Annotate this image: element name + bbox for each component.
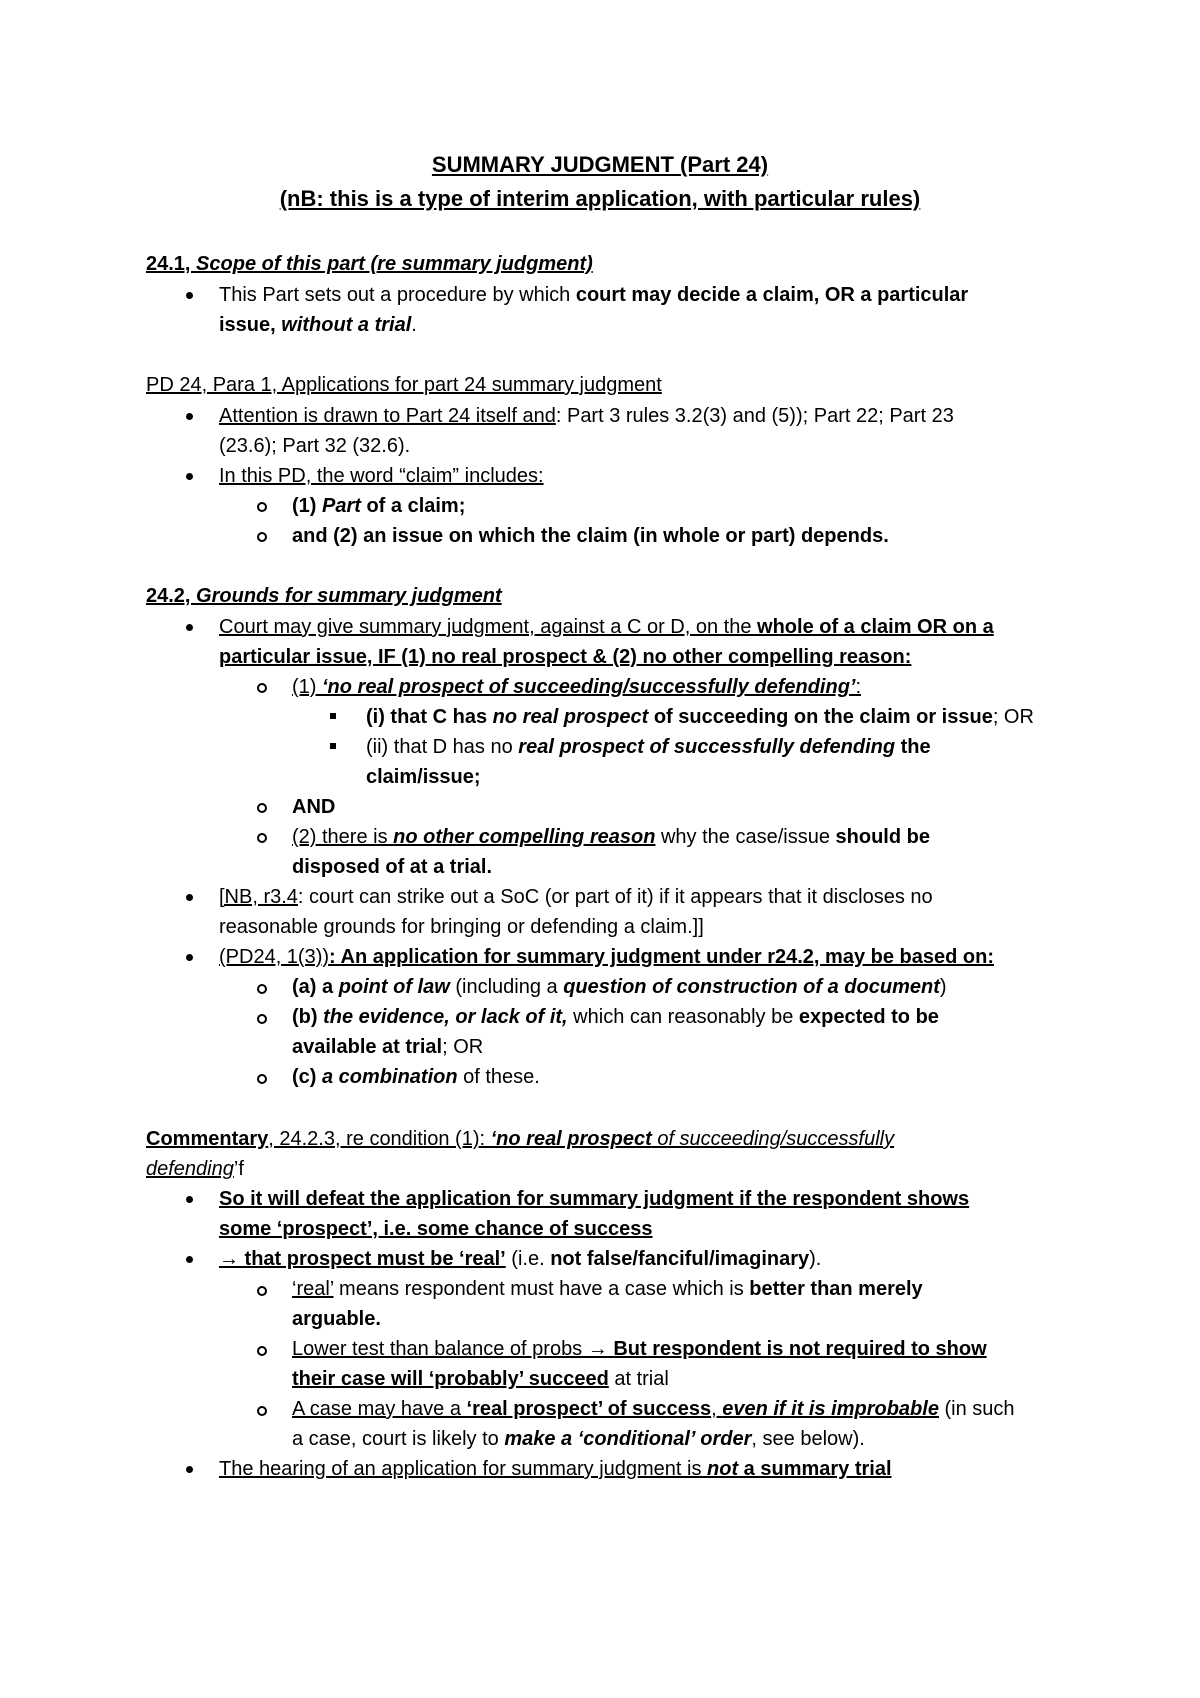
sub-item (292, 1277, 923, 1301)
section-title: Grounds for summary judgment (196, 585, 502, 607)
text: their case will ‘probably’ succeed (292, 1368, 609, 1390)
bullet-icon (186, 1466, 193, 1473)
text: a summary trial (738, 1458, 892, 1480)
section-heading-commentary-cont (146, 1157, 244, 1181)
text: : An application for summary judgment under r24.2, may be based on: (329, 946, 994, 968)
sub-item (292, 1397, 1015, 1421)
text: of these. (457, 1066, 540, 1088)
text: a case, court is likely to (292, 1428, 505, 1450)
text: . (411, 314, 417, 336)
text: Commentary (146, 1128, 269, 1150)
circle-bullet-icon (257, 683, 267, 693)
list-item-cont: particular issue, IF (1) no real prospect & (2) no other compelling reason: (219, 646, 912, 668)
circle-bullet-icon (257, 833, 267, 843)
bullet-icon (186, 954, 193, 961)
list-item (219, 945, 994, 969)
bullet-icon (186, 624, 193, 631)
text: no other compelling reason (393, 826, 656, 848)
text: (including a (449, 976, 564, 998)
text: issue, (219, 314, 282, 336)
sub-item: and (2) an issue on which the claim (in whole or part) depends. (292, 525, 889, 547)
circle-bullet-icon (257, 532, 267, 542)
circle-bullet-icon (257, 984, 267, 994)
text: ; OR (442, 1036, 484, 1058)
text: ‘real’ (292, 1278, 334, 1300)
text: the (895, 736, 931, 758)
text: (b) (292, 1006, 324, 1028)
sub-item (292, 1005, 939, 1029)
circle-bullet-icon (257, 803, 267, 813)
list-item-cont: reasonable grounds for bringing or defending a claim.]] (219, 916, 704, 938)
text: But respondent is not required to show (613, 1338, 987, 1360)
circle-bullet-icon (257, 502, 267, 512)
square-bullet-icon (330, 713, 336, 719)
sub-item-cont (292, 1427, 865, 1451)
text: [NB, r3.4 (219, 886, 298, 908)
text: make a ‘conditional’ order (504, 1428, 752, 1450)
circle-bullet-icon (257, 1014, 267, 1024)
text: , 24.2.3, re condition (1): (268, 1128, 491, 1150)
section-number: 24.2, (146, 585, 197, 607)
bullet-icon (186, 413, 193, 420)
text: a combination (322, 1066, 458, 1088)
text: (2) there is (292, 826, 394, 848)
sub-item-cont (292, 1367, 669, 1391)
text: of succeeding on the claim or issue (648, 706, 993, 728)
list-item: So it will defeat the application for summary judgment if the respondent shows (219, 1188, 970, 1210)
list-item (219, 1247, 821, 1271)
text: Part (322, 495, 361, 517)
text: ‘no real prospect (490, 1128, 652, 1150)
text: (c) (292, 1066, 322, 1088)
section-heading-24-1 (146, 252, 593, 276)
circle-bullet-icon (257, 1406, 267, 1416)
text: without a trial (281, 314, 412, 336)
text: should be (835, 826, 930, 848)
sub-sub-item (366, 735, 931, 759)
sub-item-cont: arguable. (292, 1308, 381, 1330)
text: The hearing of an application for summary judgment is (219, 1458, 708, 1480)
page-title: SUMMARY JUDGMENT (Part 24) (431, 152, 769, 177)
list-item (219, 283, 968, 307)
text: : (855, 676, 862, 698)
text: This Part sets out a procedure by which (219, 284, 576, 306)
text: question of construction of a document (563, 976, 940, 998)
text: (in such (938, 1398, 1015, 1420)
sub-item: AND (292, 796, 336, 818)
circle-bullet-icon (257, 1346, 267, 1356)
page-subtitle: (nB: this is a type of interim application, with particular rules) (279, 186, 921, 211)
square-bullet-icon (330, 743, 336, 749)
sub-sub-item (366, 705, 1034, 729)
list-item (219, 885, 933, 909)
bullet-icon (186, 894, 193, 901)
section-heading-commentary (146, 1127, 894, 1151)
text: court may decide a claim, OR a particular (575, 284, 969, 306)
section-heading-24-2 (146, 584, 502, 608)
text: (ii) that D has no (366, 736, 519, 758)
list-item (219, 404, 954, 428)
sub-item (292, 1065, 540, 1089)
bullet-icon (186, 292, 193, 299)
text: Attention is drawn to Part 24 itself and (219, 405, 556, 427)
text: : Part 3 rules 3.2(3) and (5)); Part 22; Part 23 (555, 405, 954, 427)
sub-item (292, 494, 465, 518)
text: defending (146, 1158, 234, 1180)
text: even if it is improbable (722, 1398, 939, 1420)
text: ; OR (992, 706, 1034, 728)
text: (i.e. (505, 1248, 551, 1270)
text: the evidence, or lack of it, (323, 1006, 568, 1028)
text: Lower test than balance of probs → (292, 1338, 614, 1360)
circle-bullet-icon (257, 1286, 267, 1296)
bullet-icon (186, 1256, 193, 1263)
text: (PD24, 1(3)) (219, 946, 330, 968)
text: whole of a claim OR on a (757, 616, 994, 638)
text: A case may have a (292, 1398, 467, 1420)
text: of succeeding/successfully (651, 1128, 895, 1150)
text: → that prospect must be ‘real’ (219, 1248, 506, 1270)
text: which can reasonably be (567, 1006, 799, 1028)
text: real prospect of successfully defending (518, 736, 896, 758)
list-item: In this PD, the word “claim” includes: (219, 465, 544, 487)
sub-item (292, 1337, 987, 1361)
text: better than merely (749, 1278, 923, 1300)
bullet-icon (186, 473, 193, 480)
list-item-cont: (23.6); Part 32 (32.6). (219, 435, 411, 457)
sub-item-cont: disposed of at a trial. (292, 856, 493, 878)
text: not false/fanciful/imaginary (550, 1248, 810, 1270)
section-title: Scope of this part (re summary judgment) (196, 253, 593, 275)
sub-item (292, 975, 947, 999)
text: of a claim; (360, 495, 466, 517)
text: not (707, 1458, 739, 1480)
sub-item (292, 825, 930, 849)
text: ). (809, 1248, 822, 1270)
sub-sub-item-cont: claim/issue; (366, 766, 481, 788)
text: ‘real prospect’ of success (466, 1398, 712, 1420)
text: Court may give summary judgment, against a C or D, on the (219, 616, 758, 638)
text: ) (939, 976, 947, 998)
text: , see below). (751, 1428, 865, 1450)
text: (1) (292, 676, 322, 698)
text: available at trial (292, 1036, 443, 1058)
text: (a) a (292, 976, 339, 998)
text: : court can strike out a SoC (or part of it) if it appears that it discloses no (297, 886, 933, 908)
list-item-cont (219, 313, 417, 337)
circle-bullet-icon (257, 1074, 267, 1084)
text: at trial (608, 1368, 669, 1390)
text: no real prospect (492, 706, 649, 728)
text: why the case/issue (655, 826, 836, 848)
sub-item (292, 675, 861, 699)
sub-item-cont (292, 1035, 483, 1059)
text: point of law (338, 976, 450, 998)
section-number: 24.1, (146, 253, 197, 275)
text: expected to be (798, 1006, 939, 1028)
list-item-cont: some ‘prospect’, i.e. some chance of success (219, 1218, 653, 1240)
section-heading-pd24: PD 24, Para 1, Applications for part 24 summary judgment (146, 374, 662, 396)
list-item (219, 615, 994, 639)
text: ‘no real prospect of succeeding/successfully defending’ (322, 676, 856, 698)
text: , (711, 1398, 723, 1420)
text: (1) (292, 495, 322, 517)
text: ’f (233, 1158, 244, 1180)
list-item (219, 1457, 892, 1481)
text: means respondent must have a case which is (333, 1278, 750, 1300)
text: (i) that C has (366, 706, 493, 728)
bullet-icon (186, 1196, 193, 1203)
